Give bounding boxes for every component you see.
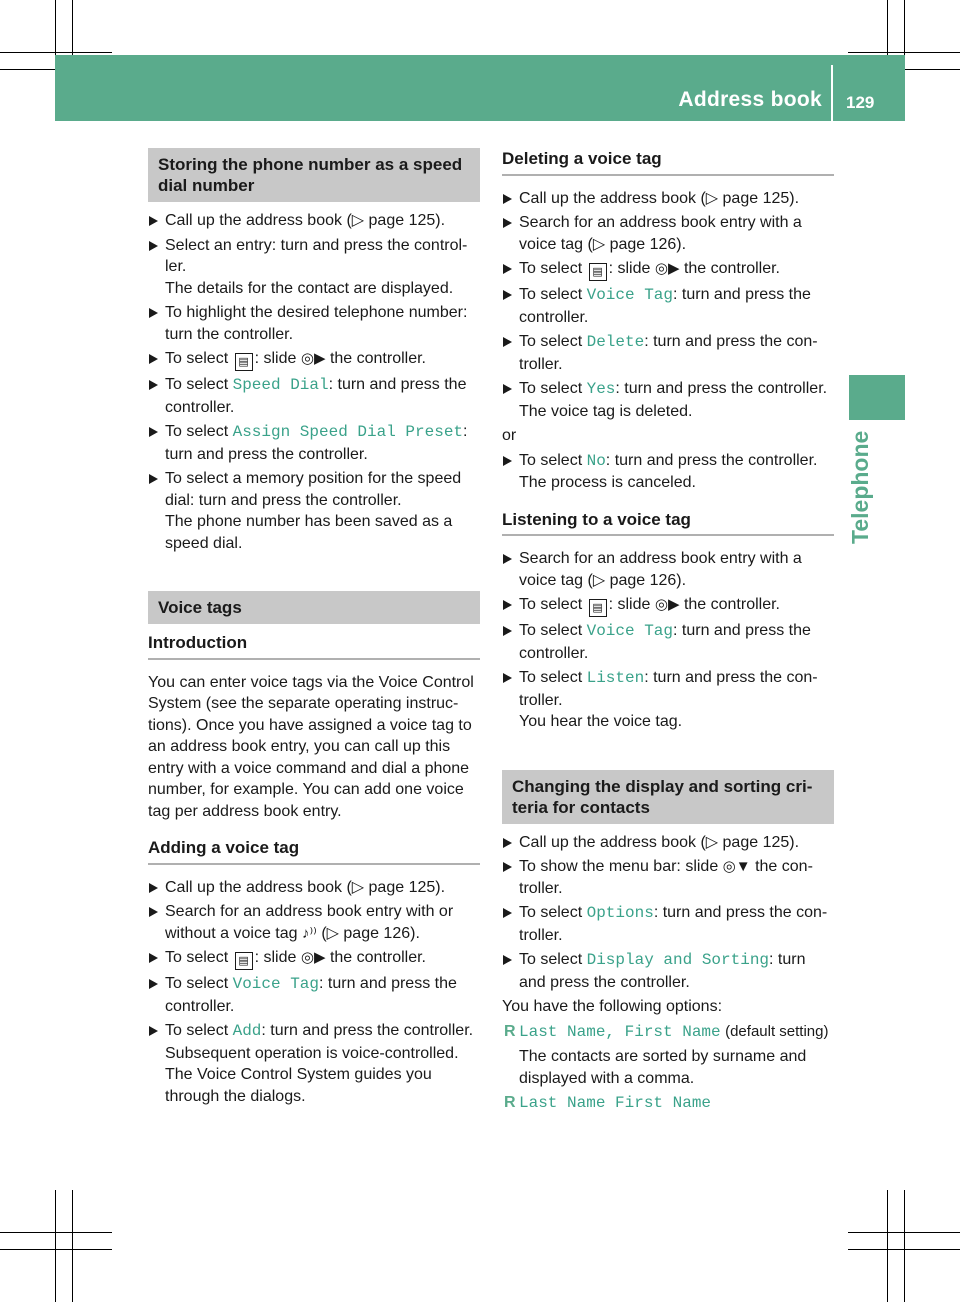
arrow-right-icon: ▶ (667, 596, 680, 613)
menu-item-options: Options (586, 904, 654, 922)
step: Call up the address book (▷ page 125). (502, 188, 834, 210)
controller-icon: ◎ (722, 858, 736, 875)
step: Search for an address book entry with a voice tag (▷ page 126). (502, 548, 834, 591)
side-tab-marker (849, 375, 905, 420)
left-column (148, 148, 480, 1110)
step: Call up the address book (▷ page 125). (502, 832, 834, 854)
or-text: or (502, 427, 517, 444)
menu-icon: ▤ (235, 353, 253, 371)
menu-item-no: No (586, 451, 606, 470)
voice-tag-icon: ♪⁾⁾ (301, 924, 317, 942)
step: Select an entry: turn and press the control- ler. The details for the contact are displayed. (148, 235, 480, 300)
right-column (502, 148, 834, 1118)
section-heading-speed-dial: Storing the phone number as a speed dial number (148, 148, 480, 202)
crop-mark (904, 1190, 905, 1302)
crop-mark (55, 1190, 56, 1302)
arrow-right-icon: ▶ (313, 949, 326, 966)
menu-item-voice-tag: Voice Tag (232, 975, 320, 993)
step: To select Voice Tag: turn and press the controller. (502, 620, 834, 664)
menu-item-assign-speed-dial-preset: Assign Speed Dial Preset (232, 423, 464, 441)
step: To select Voice Tag: turn and press the controller. (502, 284, 834, 328)
controller-icon: ◎ (654, 260, 668, 277)
option-item (502, 1092, 834, 1115)
menu-item-add: Add (232, 1022, 262, 1040)
step: To show the menu bar: slide ◎▼ the con- troller. (502, 856, 834, 899)
section-heading-display-sorting: Changing the display and sorting cri- teria for contacts (502, 770, 834, 824)
step: To select Speed Dial: turn and press the controller. (148, 374, 480, 418)
menu-item-voice-tag: Voice Tag (586, 286, 674, 304)
arrow-down-icon: ▼ (735, 858, 751, 875)
bullet-icon: R (504, 1094, 516, 1111)
step: To select Options: turn and press the con- troller. (502, 902, 834, 946)
crop-mark (0, 1249, 112, 1250)
step: Search for an address book entry with or without a voice tag ♪⁾⁾ (▷ page 126). (148, 901, 480, 944)
menu-icon: ▤ (589, 599, 607, 617)
section-heading-voice-tags: Voice tags (148, 591, 480, 624)
arrow-right-icon: ▶ (313, 350, 326, 367)
subheading-introduction: Introduction (148, 632, 480, 660)
step: To select a memory position for the speed dial: turn and press the controller. The phone number has been saved as a speed dial. (148, 468, 480, 554)
option-last-name-comma-first-name: Last Name, First Name (519, 1022, 721, 1041)
step: To select Display and Sorting: turn and press the controller. (502, 949, 834, 993)
menu-item-display-and-sorting: Display and Sorting (586, 951, 770, 969)
menu-item-listen: Listen (586, 669, 645, 687)
side-tab-label: Telephone (847, 430, 873, 544)
header-separator (831, 65, 833, 121)
controller-icon: ◎ (300, 949, 314, 966)
step: To select ▤ : slide ◎▶ the controller. (502, 258, 834, 281)
step: To select Add: turn and press the controller. Subsequent operation is voice-controlled. The Voice Control System guides you through the dialogs. (148, 1020, 480, 1107)
option-description: The contacts are sorted by surname and displayed with a comma. (519, 1048, 807, 1087)
subheading-adding-voice-tag: Adding a voice tag (148, 837, 480, 865)
step: To highlight the desired telephone number: turn the controller. (148, 302, 480, 345)
step: To select ▤ : slide ◎▶ the controller. (148, 947, 480, 970)
intro-paragraph: You can enter voice tags via the Voice Control System (see the separate operating instruc- tions). Once you have assigned a voice tag to an address book entry, you can call up this entry with a voice command and dial a phone number, for example. You can add one voice tag per address book entry. (148, 673, 474, 820)
step: To select No: turn and press the controller. The process is canceled. (502, 450, 834, 494)
subheading-deleting-voice-tag: Deleting a voice tag (502, 148, 834, 176)
running-header-title: Address book (678, 88, 822, 111)
crop-mark (0, 1232, 112, 1233)
options-intro: You have the following options: (502, 998, 723, 1015)
crop-mark (0, 52, 112, 53)
controller-icon: ◎ (300, 350, 314, 367)
option-item: R Last Name, First Name (default setting) (504, 1022, 829, 1041)
step: To select Yes: turn and press the controller. The voice tag is deleted. (502, 378, 834, 422)
controller-icon: ◎ (654, 596, 668, 613)
menu-icon: ▤ (235, 952, 253, 970)
step: To select Assign Speed Dial Preset: turn and press the controller. (148, 421, 480, 465)
step: To select ▤ : slide ◎▶ the controller. (148, 348, 480, 371)
step: To select Delete: turn and press the con- troller. (502, 331, 834, 375)
step: Call up the address book (▷ page 125). (148, 210, 480, 232)
menu-item-voice-tag: Voice Tag (586, 622, 674, 640)
option-last-name-first-name: Last Name First Name (519, 1094, 712, 1112)
step: Call up the address book (▷ page 125). (148, 877, 480, 899)
step: To select Voice Tag: turn and press the controller. (148, 973, 480, 1017)
bullet-icon: R (504, 1022, 516, 1040)
menu-item-delete: Delete (586, 333, 645, 351)
step: Search for an address book entry with a voice tag (▷ page 126). (502, 212, 834, 255)
arrow-right-icon: ▶ (667, 260, 680, 277)
crop-mark (72, 1190, 73, 1302)
crop-mark (887, 1190, 888, 1302)
menu-item-speed-dial: Speed Dial (232, 376, 329, 394)
menu-item-yes: Yes (586, 380, 616, 398)
page-number: 129 (846, 93, 875, 112)
menu-icon: ▤ (589, 263, 607, 281)
step: To select Listen: turn and press the con- troller. You hear the voice tag. (502, 667, 834, 733)
subheading-listening-voice-tag: Listening to a voice tag (502, 509, 834, 537)
step: To select ▤ : slide ◎▶ the controller. (502, 594, 834, 617)
